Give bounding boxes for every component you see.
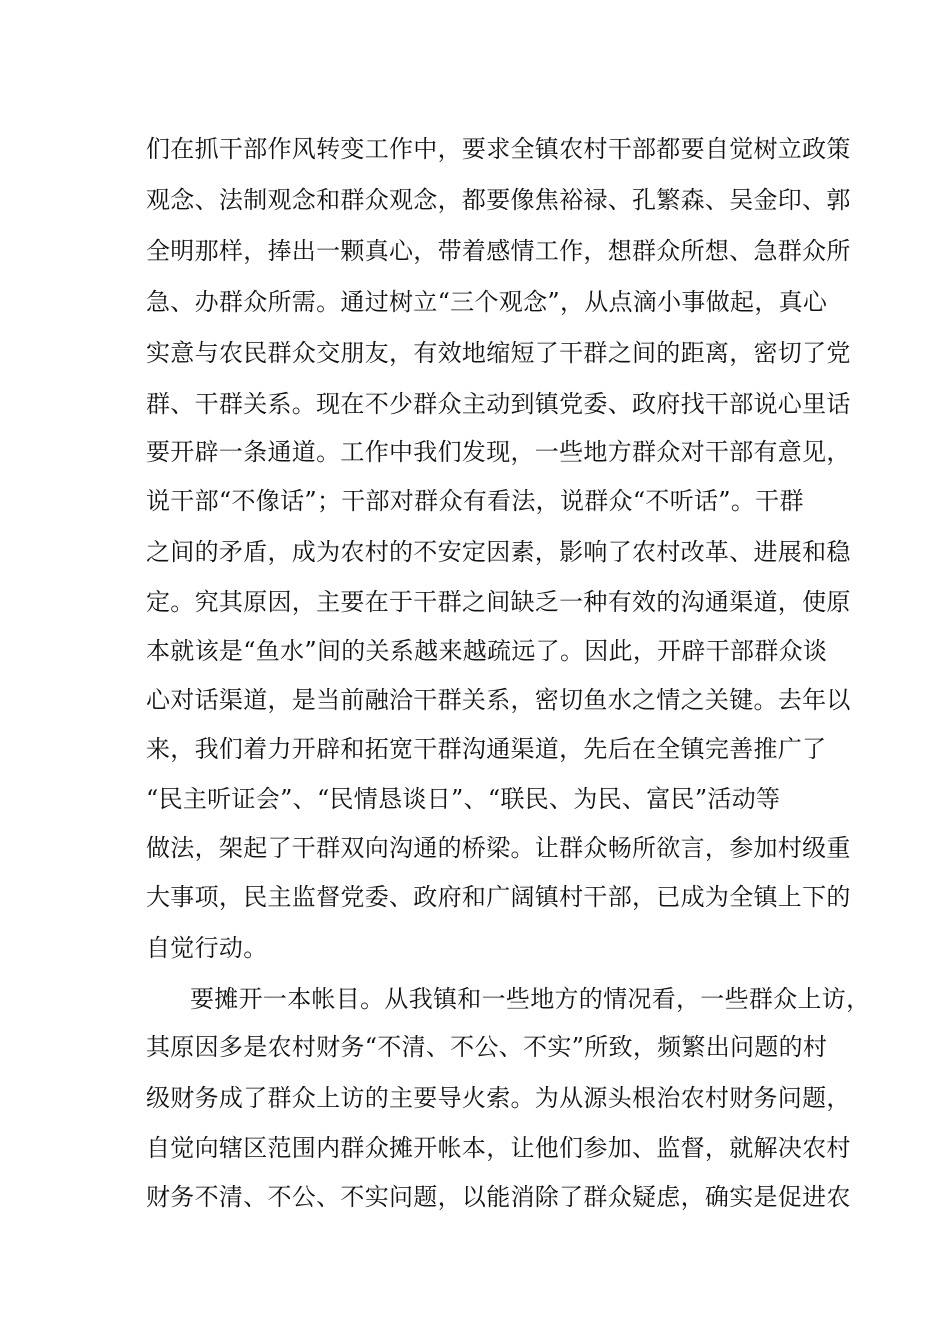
text-line: 财务不清、不公、不实问题，以能消除了群众疑虑，确实是促进农	[146, 1183, 851, 1211]
text-line: 全明那样，捧出一颗真心，带着感情工作，想群众所想、急群众所	[146, 237, 851, 265]
text-line: 来，我们着力开辟和拓宽干群沟通渠道，先后在全镇完善推广了	[146, 735, 827, 763]
text-line: 其原因多是农村财务“不清、不公、不实”所致，频繁出问题的村	[146, 1033, 828, 1061]
text-line: 自觉行动。	[146, 934, 268, 962]
text-line: 们在抓干部作风转变工作中，要求全镇农村干部都要自觉树立政策	[146, 135, 851, 163]
text-line: “民主听证会”、“民情恳谈日”、“联民、为民、富民”活动等	[146, 785, 781, 813]
text-line: 实意与农民群众交朋友，有效地缩短了干群之间的距离，密切了党	[146, 339, 851, 367]
text-line: 群、干群关系。现在不少群众主动到镇党委、政府找干部说心里话	[146, 390, 851, 418]
text-line: 本就该是“鱼水”间的关系越来越疏远了。因此，开辟干部群众谈	[146, 637, 828, 665]
text-line: 大事项，民主监督党委、政府和广阔镇村干部，已成为全镇上下的	[146, 883, 851, 911]
text-line: 观念、法制观念和群众观念，都要像焦裕禄、孔繁森、吴金印、郭	[146, 186, 851, 214]
text-line: 做法，架起了干群双向沟通的桥梁。让群众畅所欲言，参加村级重	[146, 834, 851, 862]
text-line: 心对话渠道，是当前融洽干群关系，密切鱼水之情之关键。去年以	[146, 686, 851, 714]
text-line: 急、办群众所需。通过树立“三个观念”，从点滴小事做起，真心	[146, 288, 828, 316]
text-line: 级财务成了群众上访的主要导火索。为从源头根治农村财务问题，	[146, 1084, 851, 1112]
text-line: 之间的矛盾，成为农村的不安定因素，影响了农村改革、进展和稳	[146, 538, 851, 566]
paragraph-first-line: 要摊开一本帐目。从我镇和一些地方的情况看，一些群众上访，	[190, 985, 871, 1013]
text-line: 定。究其原因，主要在于干群之间缺乏一种有效的沟通渠道，使原	[146, 588, 851, 616]
text-line: 要开辟一条通道。工作中我们发现，一些地方群众对干部有意见，	[146, 438, 851, 466]
text-line: 说干部“不像话”；干部对群众有看法，说群众“不听话”。干群	[146, 487, 804, 515]
text-line: 自觉向辖区范围内群众摊开帐本，让他们参加、监督，就解决农村	[146, 1134, 851, 1162]
